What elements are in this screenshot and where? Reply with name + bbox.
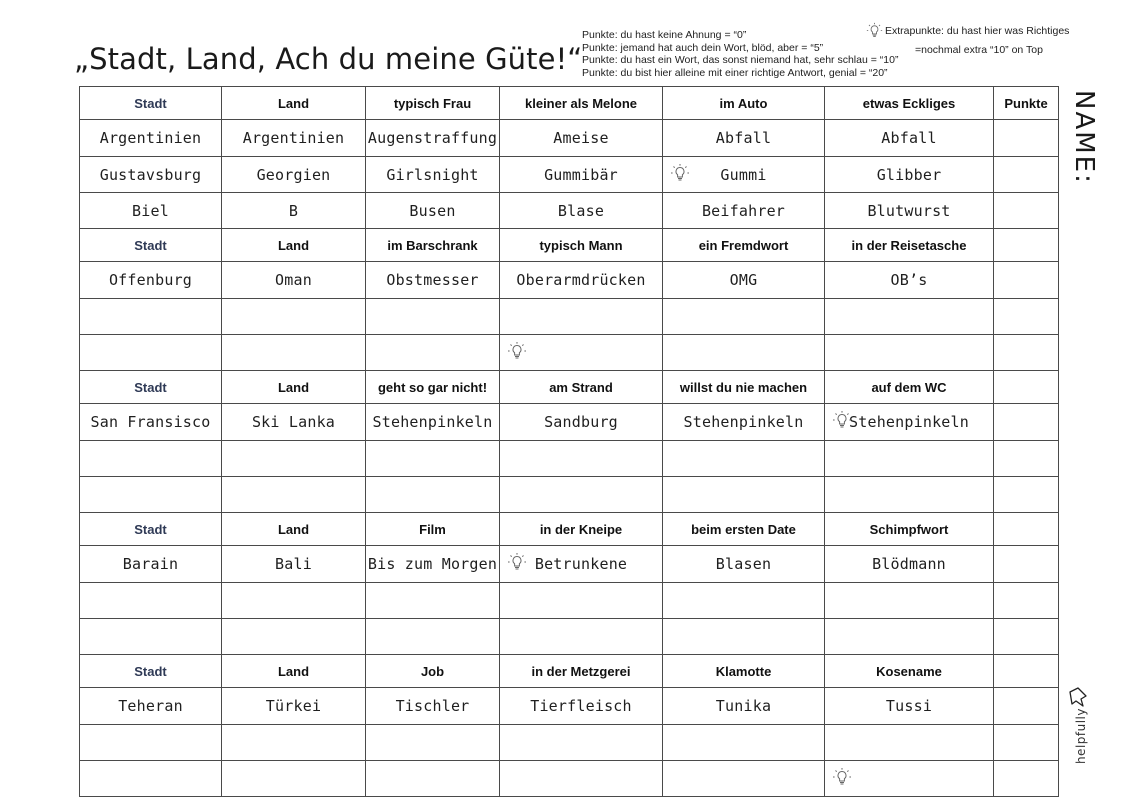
- answer-text: Augenstraffung: [367, 129, 498, 147]
- answer-cell-punkte[interactable]: [994, 619, 1059, 655]
- category-header-punkte: [994, 513, 1059, 546]
- answer-cell-cat6[interactable]: [825, 335, 994, 371]
- answer-cell-cat4[interactable]: [500, 477, 663, 513]
- answer-cell-cat6[interactable]: [825, 299, 994, 335]
- answer-text: Teheran: [118, 697, 183, 715]
- answer-row: [80, 157, 1059, 193]
- category-header-cat4: in der Metzgerei: [500, 655, 663, 688]
- answer-text: Tischler: [395, 697, 470, 715]
- category-header-stadt: Stadt: [80, 87, 222, 120]
- category-header-cat3: geht so gar nicht!: [366, 371, 500, 404]
- answer-row: [80, 120, 1059, 157]
- answer-text: Gustavsburg: [99, 165, 202, 184]
- answer-cell-cat6[interactable]: [825, 619, 994, 655]
- answer-text: Stehenpinkeln: [683, 413, 804, 431]
- answer-cell-land[interactable]: [222, 725, 366, 761]
- answer-cell-stadt[interactable]: [80, 335, 222, 371]
- answer-text: Busen: [409, 201, 456, 220]
- answer-text: Offenburg: [108, 271, 193, 289]
- answer-text: OB’s: [890, 271, 928, 289]
- rule-line: Punkte: du bist hier alleine mit einer richtige Antwort, genial = “20”: [582, 67, 888, 80]
- answer-text: Abfall: [715, 129, 772, 147]
- answer-text: Blasen: [715, 555, 772, 573]
- answer-text: Girlsnight: [386, 165, 479, 184]
- category-header-row: [80, 229, 1059, 262]
- answer-text: Tunika: [715, 697, 772, 715]
- answer-text: Biel: [132, 201, 169, 220]
- answer-text: Stehenpinkeln: [849, 413, 969, 431]
- answer-cell-land[interactable]: [222, 193, 366, 229]
- answer-cell-cat5[interactable]: [663, 335, 825, 371]
- answer-text: Obstmesser: [386, 271, 479, 289]
- answer-text: OMG: [729, 271, 758, 289]
- category-header-stadt: Stadt: [80, 229, 222, 262]
- answer-cell-land[interactable]: [222, 120, 366, 157]
- answer-text: Oberarmdrücken: [516, 271, 646, 289]
- answer-cell-cat6[interactable]: [825, 193, 994, 229]
- answer-row: [80, 477, 1059, 513]
- answer-cell-cat4[interactable]: [500, 583, 663, 619]
- answer-cell-cat5[interactable]: [663, 725, 825, 761]
- answer-cell-punkte[interactable]: [994, 299, 1059, 335]
- answer-cell-land[interactable]: [222, 583, 366, 619]
- lightbulb-icon: [507, 341, 527, 365]
- answer-cell-cat3[interactable]: [366, 335, 500, 371]
- answer-text: Abfall: [881, 129, 937, 147]
- answer-cell-cat4[interactable]: [500, 193, 663, 229]
- rule-line: Punkte: jemand hat auch dein Wort, blöd, aber = “5”: [582, 41, 824, 54]
- answer-cell-stadt[interactable]: [80, 120, 222, 157]
- answer-cell-cat5[interactable]: [663, 262, 825, 299]
- lightbulb-icon: [670, 163, 690, 187]
- category-header-cat6: Schimpfwort: [825, 513, 994, 546]
- lightbulb-icon: [832, 410, 852, 434]
- answer-cell-cat4[interactable]: [500, 157, 663, 193]
- answer-text: Bali: [275, 555, 312, 573]
- scoring-rules: [582, 29, 898, 80]
- answer-cell-cat6[interactable]: [825, 761, 994, 797]
- category-header-cat3: typisch Frau: [366, 87, 500, 120]
- category-header-cat5: im Auto: [663, 87, 825, 120]
- answer-cell-stadt[interactable]: [80, 193, 222, 229]
- category-header-cat6: Kosename: [825, 655, 994, 688]
- rule-line: Punkte: du hast keine Ahnung = “0”: [582, 29, 747, 41]
- answer-text: B: [288, 201, 299, 220]
- category-header-stadt: Stadt: [80, 371, 222, 404]
- game-sheet-table: [79, 86, 1059, 797]
- answer-cell-land[interactable]: [222, 157, 366, 193]
- category-header-stadt: Stadt: [80, 513, 222, 546]
- brand-logo: [1062, 686, 1102, 770]
- answer-text: Bis zum Morgen: [367, 555, 498, 573]
- answer-cell-cat3[interactable]: [366, 404, 500, 441]
- answer-cell-cat5[interactable]: [663, 688, 825, 725]
- category-header-cat6: auf dem WC: [825, 371, 994, 404]
- category-header-cat3: Film: [366, 513, 500, 546]
- category-header-cat5: beim ersten Date: [663, 513, 825, 546]
- answer-cell-cat6[interactable]: [825, 546, 994, 583]
- category-header-stadt: Stadt: [80, 655, 222, 688]
- answer-row: [80, 404, 1059, 441]
- answer-cell-cat5[interactable]: [663, 193, 825, 229]
- answer-text: Glibber: [876, 165, 942, 184]
- lightbulb-icon: [507, 552, 527, 576]
- category-header-land: Land: [222, 513, 366, 546]
- answer-cell-cat6[interactable]: [825, 157, 994, 193]
- answer-cell-land[interactable]: [222, 688, 366, 725]
- answer-text: Argentinien: [99, 129, 202, 147]
- answer-cell-punkte[interactable]: [994, 583, 1059, 619]
- answer-cell-cat3[interactable]: [366, 725, 500, 761]
- answer-text: Barain: [122, 555, 179, 573]
- answer-cell-stadt[interactable]: [80, 477, 222, 513]
- category-header-cat4: in der Kneipe: [500, 513, 663, 546]
- answer-cell-land[interactable]: [222, 546, 366, 583]
- answer-cell-cat3[interactable]: [366, 120, 500, 157]
- answer-text: Tierfleisch: [530, 697, 632, 715]
- category-header-cat3: im Barschrank: [366, 229, 500, 262]
- answer-row: [80, 441, 1059, 477]
- answer-cell-land[interactable]: [222, 404, 366, 441]
- answer-cell-cat4[interactable]: [500, 120, 663, 157]
- category-header-row: [80, 655, 1059, 688]
- answer-cell-cat5[interactable]: [663, 583, 825, 619]
- answer-text: Stehenpinkeln: [372, 413, 493, 431]
- answer-cell-cat3[interactable]: [366, 477, 500, 513]
- answer-cell-cat5[interactable]: [663, 441, 825, 477]
- category-header-cat4: kleiner als Melone: [500, 87, 663, 120]
- answer-cell-land[interactable]: [222, 761, 366, 797]
- answer-row: [80, 299, 1059, 335]
- answer-cell-cat4[interactable]: [500, 262, 663, 299]
- answer-cell-cat5[interactable]: [663, 157, 825, 193]
- answer-cell-cat4[interactable]: [500, 619, 663, 655]
- answer-cell-cat3[interactable]: [366, 583, 500, 619]
- answer-cell-land[interactable]: [222, 619, 366, 655]
- answer-cell-stadt[interactable]: [80, 761, 222, 797]
- name-field-label: NAME:: [1069, 90, 1099, 185]
- lightbulb-icon: [832, 767, 852, 791]
- category-header-punkte: [994, 655, 1059, 688]
- answer-cell-cat4[interactable]: [500, 335, 663, 371]
- answer-cell-land[interactable]: [222, 441, 366, 477]
- answer-cell-stadt[interactable]: [80, 441, 222, 477]
- answer-cell-land[interactable]: [222, 477, 366, 513]
- answer-cell-cat6[interactable]: [825, 120, 994, 157]
- answer-row: [80, 761, 1059, 797]
- answer-cell-punkte[interactable]: [994, 193, 1059, 229]
- answer-row: [80, 262, 1059, 299]
- category-header-land: Land: [222, 229, 366, 262]
- answer-cell-cat5[interactable]: [663, 546, 825, 583]
- answer-row: [80, 725, 1059, 761]
- answer-cell-cat4[interactable]: [500, 546, 663, 583]
- category-header-punkte: Punkte: [994, 87, 1059, 120]
- answer-cell-punkte[interactable]: [994, 120, 1059, 157]
- answer-cell-cat6[interactable]: [825, 688, 994, 725]
- answer-cell-cat5[interactable]: [663, 477, 825, 513]
- answer-text: San Fransisco: [90, 413, 211, 431]
- answer-cell-stadt[interactable]: [80, 619, 222, 655]
- answer-text: Blödmann: [872, 555, 946, 573]
- answer-cell-cat3[interactable]: [366, 262, 500, 299]
- category-header-punkte: [994, 229, 1059, 262]
- answer-cell-cat3[interactable]: [366, 157, 500, 193]
- answer-text: Ski Lanka: [251, 413, 336, 431]
- answer-text: Gummi: [720, 165, 767, 184]
- answer-cell-cat5[interactable]: [663, 120, 825, 157]
- answer-cell-cat6[interactable]: [825, 725, 994, 761]
- answer-cell-cat5[interactable]: [663, 761, 825, 797]
- answer-cell-cat3[interactable]: [366, 299, 500, 335]
- answer-row: [80, 193, 1059, 229]
- answer-cell-stadt[interactable]: [80, 725, 222, 761]
- extra-line-2: =nochmal extra “10” on Top: [915, 44, 1043, 56]
- category-header-cat4: am Strand: [500, 371, 663, 404]
- category-header-land: Land: [222, 87, 366, 120]
- category-header-cat6: in der Reisetasche: [825, 229, 994, 262]
- category-header-punkte: [994, 371, 1059, 404]
- answer-row: [80, 546, 1059, 583]
- answer-cell-punkte[interactable]: [994, 477, 1059, 513]
- answer-cell-punkte[interactable]: [994, 157, 1059, 193]
- category-header-cat5: willst du nie machen: [663, 371, 825, 404]
- answer-cell-cat3[interactable]: [366, 688, 500, 725]
- category-header-cat6: etwas Eckliges: [825, 87, 994, 120]
- category-header-cat5: ein Fremdwort: [663, 229, 825, 262]
- answer-cell-stadt[interactable]: [80, 404, 222, 441]
- answer-cell-cat3[interactable]: [366, 441, 500, 477]
- answer-row: [80, 583, 1059, 619]
- category-header-cat5: Klamotte: [663, 655, 825, 688]
- answer-cell-punkte[interactable]: [994, 441, 1059, 477]
- answer-cell-cat4[interactable]: [500, 441, 663, 477]
- answer-row: [80, 335, 1059, 371]
- answer-row: [80, 619, 1059, 655]
- answer-cell-cat6[interactable]: [825, 262, 994, 299]
- answer-cell-stadt[interactable]: [80, 583, 222, 619]
- answer-cell-punkte[interactable]: [994, 688, 1059, 725]
- answer-cell-cat4[interactable]: [500, 688, 663, 725]
- answer-cell-stadt[interactable]: [80, 157, 222, 193]
- answer-cell-punkte[interactable]: [994, 546, 1059, 583]
- answer-cell-stadt[interactable]: [80, 262, 222, 299]
- answer-row: [80, 688, 1059, 725]
- answer-text: Ameise: [553, 129, 609, 147]
- answer-cell-land[interactable]: [222, 335, 366, 371]
- answer-cell-cat3[interactable]: [366, 761, 500, 797]
- answer-text: Beifahrer: [701, 201, 786, 220]
- answer-cell-land[interactable]: [222, 299, 366, 335]
- answer-cell-stadt[interactable]: [80, 546, 222, 583]
- answer-text: Türkei: [265, 697, 322, 715]
- answer-text: Tussi: [885, 697, 933, 715]
- answer-cell-cat4[interactable]: [500, 299, 663, 335]
- answer-cell-cat4[interactable]: [500, 725, 663, 761]
- answer-cell-cat4[interactable]: [500, 404, 663, 441]
- answer-cell-punkte[interactable]: [994, 725, 1059, 761]
- answer-cell-cat3[interactable]: [366, 546, 500, 583]
- answer-cell-cat6[interactable]: [825, 404, 994, 441]
- answer-text: Georgien: [256, 165, 331, 184]
- category-header-row: [80, 513, 1059, 546]
- extra-points-note: [866, 22, 1069, 57]
- answer-text: Argentinien: [242, 129, 345, 147]
- answer-cell-cat5[interactable]: [663, 404, 825, 441]
- answer-cell-cat5[interactable]: [663, 619, 825, 655]
- answer-text: Oman: [275, 271, 312, 289]
- category-header-cat3: Job: [366, 655, 500, 688]
- lightbulb-icon: [866, 22, 883, 43]
- answer-text: Blutwurst: [867, 201, 951, 220]
- answer-text: Blase: [557, 201, 605, 220]
- answer-cell-cat6[interactable]: [825, 441, 994, 477]
- answer-text: Sandburg: [544, 413, 618, 431]
- answer-text: Gummibär: [544, 165, 618, 184]
- extra-line-1: Extrapunkte: du hast hier was Richtiges: [885, 25, 1070, 37]
- brand-name: helpfully: [1074, 708, 1088, 765]
- category-header-row: [80, 371, 1059, 404]
- answer-cell-punkte[interactable]: [994, 262, 1059, 299]
- answer-cell-cat3[interactable]: [366, 619, 500, 655]
- answer-cell-punkte[interactable]: [994, 761, 1059, 797]
- category-header-land: Land: [222, 371, 366, 404]
- answer-cell-cat6[interactable]: [825, 583, 994, 619]
- answer-cell-land[interactable]: [222, 262, 366, 299]
- answer-cell-punkte[interactable]: [994, 404, 1059, 441]
- category-header-row: [80, 87, 1059, 120]
- answer-cell-stadt[interactable]: [80, 688, 222, 725]
- answer-cell-punkte[interactable]: [994, 335, 1059, 371]
- answer-text: Betrunkene: [534, 555, 628, 573]
- page-title: „Stadt, Land, Ach du meine Güte!“: [74, 42, 583, 76]
- category-header-cat4: typisch Mann: [500, 229, 663, 262]
- answer-cell-cat6[interactable]: [825, 477, 994, 513]
- rule-line: Punkte: du hast ein Wort, das sonst niemand hat, sehr schlau = “10”: [582, 54, 899, 67]
- category-header-land: Land: [222, 655, 366, 688]
- answer-cell-cat5[interactable]: [663, 299, 825, 335]
- answer-cell-stadt[interactable]: [80, 299, 222, 335]
- answer-cell-cat3[interactable]: [366, 193, 500, 229]
- answer-cell-cat4[interactable]: [500, 761, 663, 797]
